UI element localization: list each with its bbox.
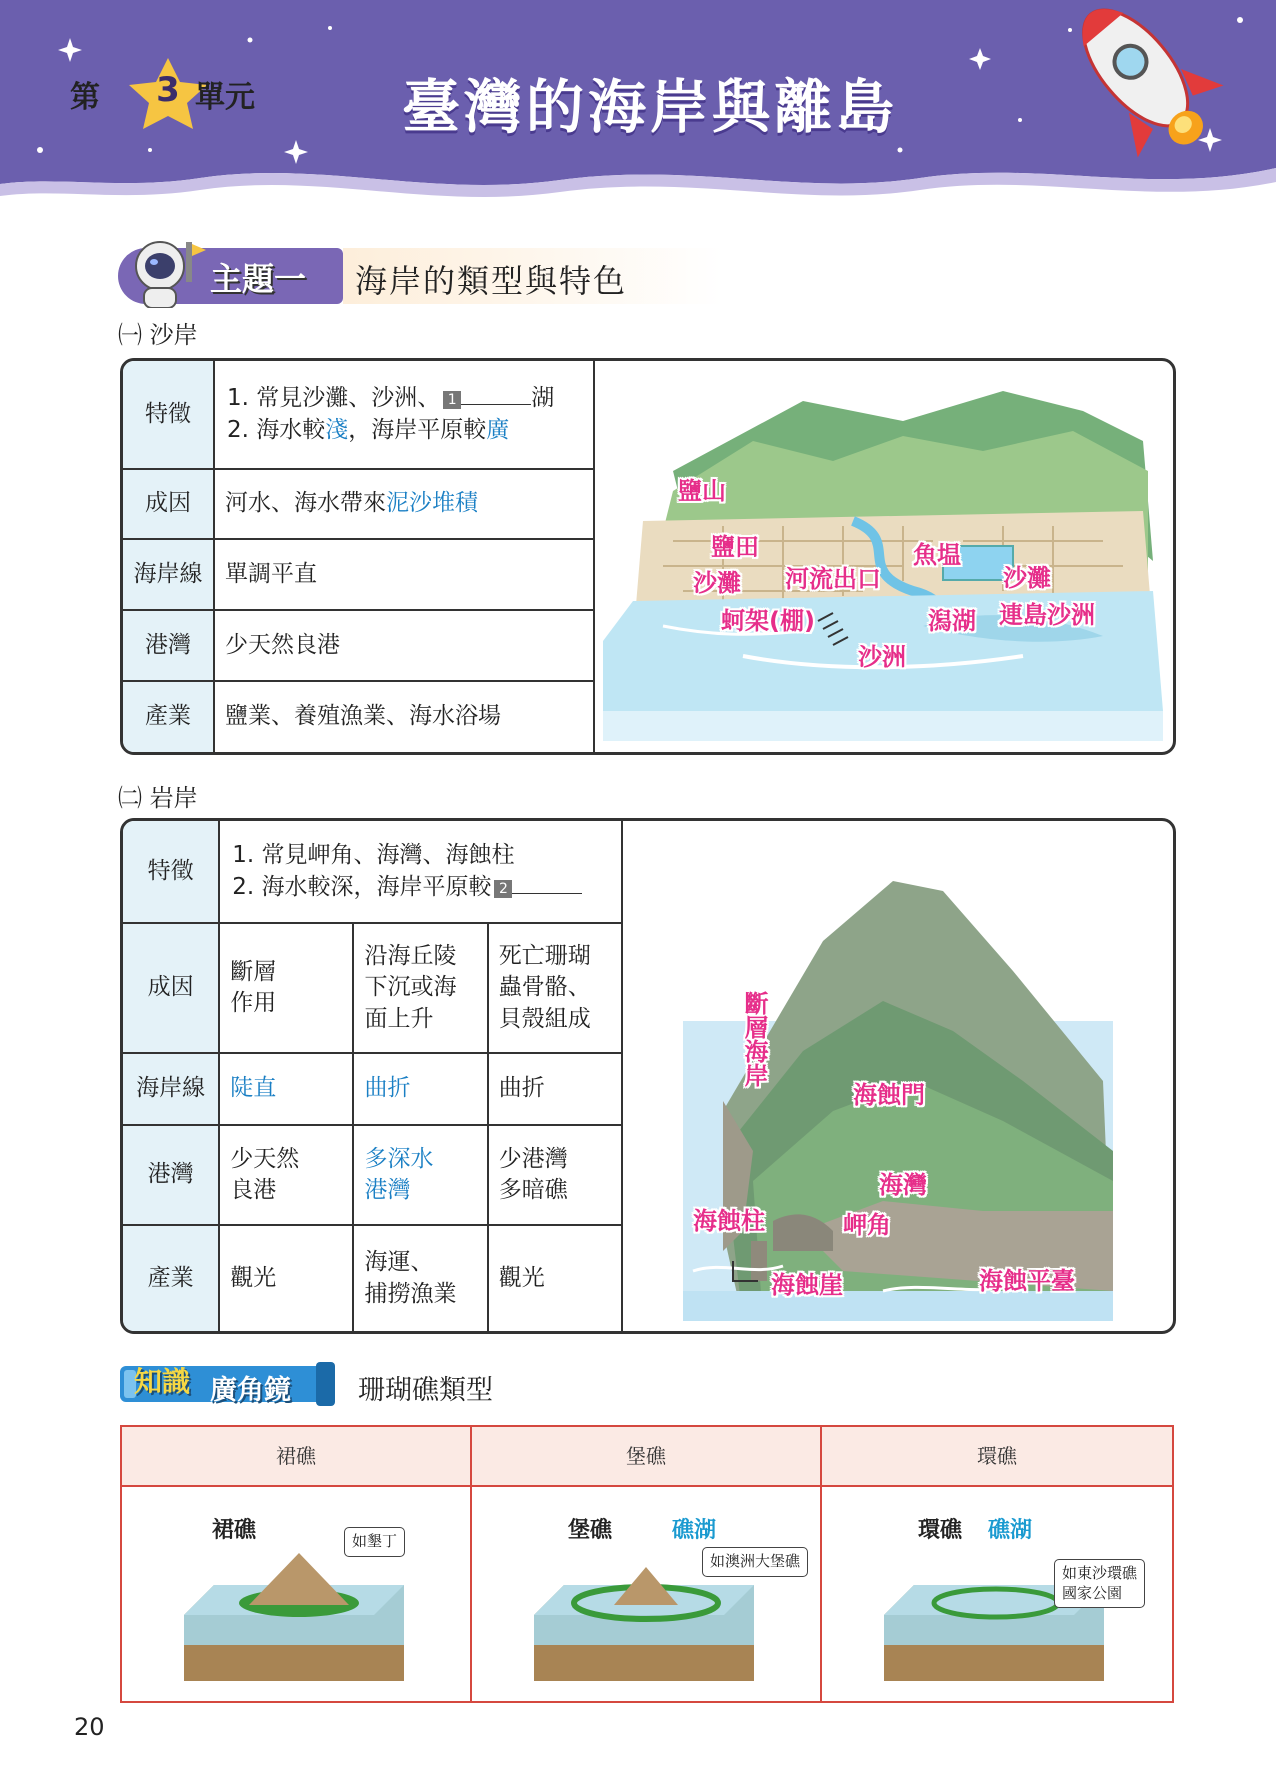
answer-blank[interactable]: [512, 873, 582, 894]
label-river-mouth: 河流出口: [785, 565, 881, 593]
knowledge-badge-part1: 知識: [134, 1365, 191, 1398]
answer-wide: 廣: [486, 416, 510, 443]
rocky-cause-header: 成因: [123, 923, 219, 1053]
sandy-coastline-header: 海岸線: [123, 539, 214, 610]
topic-title: 海岸的類型與特色: [355, 262, 628, 300]
fringing-reef-callout: 如墾丁: [344, 1527, 405, 1557]
rocky-cause-subsidence: 沿海丘陵 下沉或海 面上升: [353, 923, 487, 1053]
answer-blank[interactable]: [461, 384, 531, 405]
answer-shallow: 淺: [325, 416, 349, 443]
rocky-industry-header: 產業: [123, 1225, 219, 1331]
rocky-industry-tourism: 觀光: [219, 1225, 353, 1331]
label-tombolo: 連島沙洲: [999, 601, 1095, 629]
label-wave-cut-platform: 海蝕平臺: [979, 1267, 1075, 1295]
page-title: 臺灣的海岸與離島: [401, 73, 898, 141]
label-sandbar: 沙洲: [858, 643, 906, 671]
rocky-coastline-steep: 陡直: [219, 1053, 353, 1125]
knowledge-title: 珊瑚礁類型: [358, 1375, 493, 1406]
label-sea-cliff: 海蝕崖: [771, 1271, 843, 1299]
rocky-cause-fault: 斷層 作用: [219, 923, 353, 1053]
astronaut-icon: [120, 236, 206, 308]
unit-suffix: 單元: [195, 80, 255, 115]
rocky-coast-panel: [120, 818, 1176, 1334]
label-salt-field: 鹽田: [711, 533, 759, 561]
rocky-harbor-fault: 少天然 良港: [219, 1125, 353, 1225]
label-fish-pond: 魚塭: [913, 541, 961, 569]
sandy-cause-header: 成因: [123, 469, 214, 539]
rocky-industry-shipping: 海運、 捕撈漁業: [353, 1225, 487, 1331]
reef-cell-fringing: [122, 1487, 470, 1701]
rocky-coastline-winding-coral: 曲折: [488, 1053, 622, 1125]
section-rocky-coast: ㈡ 岩岸: [118, 784, 198, 812]
rocky-harbor-header: 港灣: [123, 1125, 219, 1225]
sandy-coastline-cell: 單調平直: [214, 539, 594, 610]
sandy-industry-cell: 鹽業、養殖漁業、海水浴場: [214, 681, 594, 752]
sandy-industry-header: 產業: [123, 681, 214, 752]
reef-header-fringing: 裙礁: [122, 1427, 470, 1487]
coral-reef-table: [120, 1425, 1174, 1703]
atoll-label: 環礁: [918, 1518, 963, 1543]
atoll-callout: 如東沙環礁 國家公園: [1054, 1559, 1145, 1608]
label-beach-left: 沙灘: [693, 569, 741, 597]
sandy-coast-panel: [120, 358, 1176, 755]
reef-header-barrier: 堡礁: [472, 1427, 820, 1487]
barrier-reef-label: 堡礁: [568, 1518, 613, 1543]
answer-sediment: 泥沙堆積: [386, 490, 478, 517]
barrier-reef-callout: 如澳洲大堡礁: [702, 1547, 808, 1577]
label-beach-right: 沙灘: [1003, 564, 1051, 592]
blank-number-badge: 2: [494, 880, 512, 898]
sandy-coast-illustration: [603, 381, 1163, 741]
unit-prefix: 第: [70, 80, 100, 115]
atoll-lagoon-label: 礁湖: [988, 1518, 1033, 1543]
blank-number-badge: 1: [443, 391, 461, 409]
rocky-features-header: 特徵: [123, 821, 219, 923]
label-salt-hill: 鹽山: [678, 477, 726, 505]
rocky-features-cell: 1. 常見岬角、海灣、海蝕柱 2. 海水較深，海岸平原較 2: [219, 821, 622, 923]
rocky-harbor-deepwater: 多深水 港灣: [353, 1125, 487, 1225]
topic-label: 主題一: [210, 260, 307, 298]
label-bay: 海灣: [879, 1171, 927, 1199]
rocky-coast-table: [123, 821, 623, 1331]
reef-cell-atoll: [822, 1487, 1170, 1701]
label-sea-stack: 海蝕柱: [693, 1207, 765, 1235]
label-lagoon: 潟湖: [928, 607, 976, 635]
rocky-coastline-winding: 曲折: [353, 1053, 487, 1125]
section-sandy-coast: ㈠ 沙岸: [118, 321, 198, 349]
fringing-reef-label: 裙礁: [212, 1518, 257, 1543]
rocky-industry-tourism-coral: 觀光: [488, 1225, 622, 1331]
rocky-coastline-header: 海岸線: [123, 1053, 219, 1125]
sandy-harbor-header: 港灣: [123, 610, 214, 681]
reef-cell-barrier: [472, 1487, 820, 1701]
label-fault-coast: 斷層海岸: [740, 991, 768, 1087]
unit-number: 3: [156, 70, 180, 110]
page-number: 20: [74, 1713, 105, 1741]
label-cape: 岬角: [843, 1211, 891, 1239]
reef-header-atoll: 環礁: [822, 1427, 1172, 1487]
sandy-features-cell: 1. 常見沙灘、沙洲、 1 湖 2. 海水較淺，海岸平原較廣: [214, 361, 594, 469]
sandy-harbor-cell: 少天然良港: [214, 610, 594, 681]
sandy-features-header: 特徵: [123, 361, 214, 469]
rocky-harbor-reef: 少港灣 多暗礁: [488, 1125, 622, 1225]
sandy-cause-cell: 河水、海水帶來泥沙堆積: [214, 469, 594, 539]
label-sea-arch: 海蝕門: [853, 1081, 925, 1109]
rocky-cause-coral: 死亡珊瑚 蟲骨骼、 貝殼組成: [488, 923, 622, 1053]
barrier-lagoon-label: 礁湖: [672, 1518, 717, 1543]
fringing-reef-diagram: [184, 1545, 404, 1681]
sandy-coast-table: [123, 361, 595, 752]
label-oyster-rack: 蚵架(棚): [721, 607, 815, 635]
knowledge-badge-part2: 廣角鏡: [210, 1375, 291, 1406]
